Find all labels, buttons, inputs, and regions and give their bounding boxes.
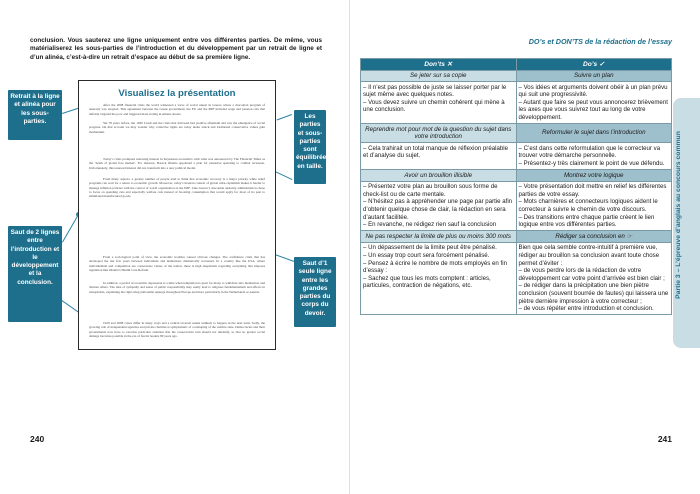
essay-paragraph: In addition, a period of economic depression is a time when temptation is great for many to withdraw into themselves and distrust others. The idea of sympathy and sense of public responsibility may easily lead to religious fundamentalism and effects in xenophobia, explaining the right-wing nationalist upsurge throughout Europe and more particularly in the Netherlands or Austria. bbox=[89, 281, 265, 294]
intro-paragraph: conclusion. Vous sauterez une ligne uniquement entre vos différentes parties. De même, vous matérialiserez les sous-parties de l’introduction et du développement par un retrait de ligne et d’un alinéa, c’est-à-dire un retrait d’espace au début de sa première ligne. bbox=[30, 37, 322, 61]
list-item: – Sachez que tous les mots comptent : articles, particules, contraction de négations, etc. bbox=[363, 274, 491, 290]
list-item: – Mots charnières et connecteurs logiques aident le correcteur à suivre le chemin de votre discours. bbox=[518, 198, 658, 213]
list-item: – En revanche, ne rédigez rien sauf la conclusion bbox=[363, 221, 497, 229]
essay-paragraph: Yet 78 years before, the 1929 Crash and the crisis that followed had positive aftermath and saw the emergence of social progress. On that account we may wonder why collective rights are today under attack and traditional conservative values gain momentum. bbox=[89, 121, 265, 134]
list-item: – Des transitions entre chaque partie créent le lien logique entre vos différentes parties. bbox=[518, 213, 655, 229]
callout-one-line: Saut d’1 seule ligne entre les grandes parties du corps du devoir. bbox=[294, 257, 336, 327]
essay-paragraph: 1929 and 2008 crises differ in many ways and a radical reversal seems unlikely to happen in the near term. Sadly, the growing role of independent agencies and private charities is symptomatic of a reshaping of the welfare state. Democracies and their governments now have to exercise particular attention that the conservative turn should not intensify, so that no greater social damage becomes possible in the era of fascist leaders 80 years ago. bbox=[89, 321, 265, 338]
dos-cell bbox=[516, 181, 672, 231]
arrow-line bbox=[274, 171, 293, 180]
do-section-title: Montrez votre logique bbox=[516, 170, 672, 182]
list-item: – Cela trahirait un total manque de réflexion préalable et d’analyse du sujet. bbox=[363, 144, 508, 160]
page-number-right: 241 bbox=[657, 434, 672, 444]
donts-header: Don’ts ✕ bbox=[361, 59, 517, 71]
dos-cell bbox=[516, 143, 672, 170]
list-item: – Pensez à écrire le nombre de mots employés en fin d’essay : bbox=[363, 259, 507, 275]
essay-paragraph: From a sociological point of view, the economic troubles caused obvious changes. The confidence crisis that has developed the last few years between individuals and institutions dramatically worsened. In a country like the USA, where individualism and competition are cornerstone values of the nation, there is high skepticism regarding everything that imposes regulation like Obama’s Health Care Reform. bbox=[89, 255, 265, 272]
dont-section-title: Se jeter sur sa copie bbox=[361, 70, 517, 82]
right-page bbox=[350, 0, 700, 494]
dos-cell bbox=[516, 242, 672, 314]
callout-two-lines: Saut de 2 lignes entre l’introduction et le développement et la conclusion. bbox=[8, 226, 62, 322]
list-item: – Votre présentation doit mettre en relief les différentes parties de votre essay. bbox=[518, 183, 667, 198]
arrow-line bbox=[277, 114, 292, 120]
list-item: – Il n’est pas possible de juste se laisser porter par le sujet même avec quelques notes. bbox=[363, 83, 507, 99]
dont-section-title: Reprendre mot pour mot de la question du sujet dans votre introduction bbox=[361, 124, 517, 143]
callout-indent: Retrait à la ligne et alinéa pour les sous-parties. bbox=[8, 90, 62, 140]
list-item: – Un essay trop court sera forcément pénalisé. bbox=[363, 251, 490, 259]
dont-section-title: Ne pas respecter la limite de plus ou moins 300 mots bbox=[361, 231, 517, 243]
list-item: – de vous répéter entre introduction et conclusion. bbox=[518, 305, 654, 313]
donts-cell bbox=[361, 82, 517, 124]
do-section-title: Suivre un plan bbox=[516, 70, 672, 82]
page-title: DO’s et DON’TS de la rédaction de l’essay bbox=[528, 37, 672, 46]
dos-cell bbox=[516, 82, 672, 124]
essay-title: Visualisez la présentation bbox=[118, 88, 236, 99]
donts-cell bbox=[361, 242, 517, 314]
essay-paragraph: Today’s crisis prompted renewing interest in Keynesian economics with what was announced by The Financial Times as the ‘death of global free market’. For instance, Barack Obama appointed a plan for extensive spending to combat recession. Unfortunately, this renewed interest did not transform into a new political model. bbox=[89, 157, 265, 170]
page-number-left: 240 bbox=[30, 434, 45, 444]
list-item: – Présentez votre plan au brouillon sous forme de check-list ou de carte mentale. bbox=[363, 183, 498, 198]
donts-cell bbox=[361, 143, 517, 170]
list-item: – Un dépassement de la limite peut être pénalisé. bbox=[363, 244, 497, 252]
do-section-title: Rédiger sa conclusion en ☞ bbox=[516, 231, 672, 243]
dos-donts-table bbox=[360, 58, 672, 315]
callout-balanced: Les parties et sous-parties sont équilibrées en taille. bbox=[294, 110, 326, 184]
list-item: Bien que cela semble contre-intuitif à première vue, rédiger au brouillon sa conclusion avant toute chose permet d’éviter : bbox=[518, 244, 660, 267]
donts-cell bbox=[361, 181, 517, 231]
essay-paragraph: After the 2008 financial crisis the world witnessed a wave of social unrest in Greece where a draconian program of austerity was adopted. This agreement between the Greek government, the EU and the IMF included wage and pension cuts that unfairly targeted the poor and triggered mass rioting in Athens streets. bbox=[89, 103, 265, 116]
list-item: – Vous devez suivre un chemin cohérent qui mène à une conclusion. bbox=[363, 98, 505, 114]
list-item: – Vos idées et arguments doivent obéir à un plan prévu qui suit une progressivité. bbox=[518, 83, 668, 99]
list-item: – Présentez-y très clairement le point de vue défendu. bbox=[518, 160, 665, 168]
dos-header: Do’s ✓ bbox=[516, 59, 672, 71]
chapter-side-tab-label: Partie 3 – L’épreuve d’anglais au concours commun bbox=[675, 131, 682, 299]
dont-section-title: Avoir un brouillon illisible bbox=[361, 170, 517, 182]
list-item: – C’est dans cette reformulation que le correcteur va trouver votre démarche personnelle. bbox=[518, 144, 661, 160]
list-item: – Autant que faire se peut vous annoncerez brièvement les axes que vous suivrez tout au long de votre développement. bbox=[518, 98, 668, 122]
list-item: – de rédiger dans la précipitation une bien piètre conclusion (souvent bourrée de fautes) qui laissera une piètre dernière impression à votre correcteur ; bbox=[518, 282, 669, 305]
essay-paragraph: From many aspects, a greater number of people tend to think that economic recovery is a major priority while relief programs can wait for a return to economic growth. Moreover, today’s modern context of global ultra-capitalism makes it harder to manage inflation policies with the control of world organization as the IMF. Like Greece’s draconian austerity administration chose to focus on spending cuts and especially welfare cuts instead of boosting consumption that would apply for most of its past to stimulated manufactured goods. bbox=[89, 177, 265, 199]
essay-sample bbox=[78, 80, 276, 350]
do-section-title: Reformuler le sujet dans l’introduction bbox=[516, 124, 672, 143]
list-item: – de vous perdre lors de la rédaction de votre développement car votre point d’arrivée est bien clair ; bbox=[518, 267, 665, 282]
arrow-line bbox=[62, 216, 78, 242]
list-item: – N’hésitez pas à appréhender une page par partie afin d’obtenir quelque chose de clair, la rédaction en sera d’autant facilitée. bbox=[363, 198, 513, 221]
